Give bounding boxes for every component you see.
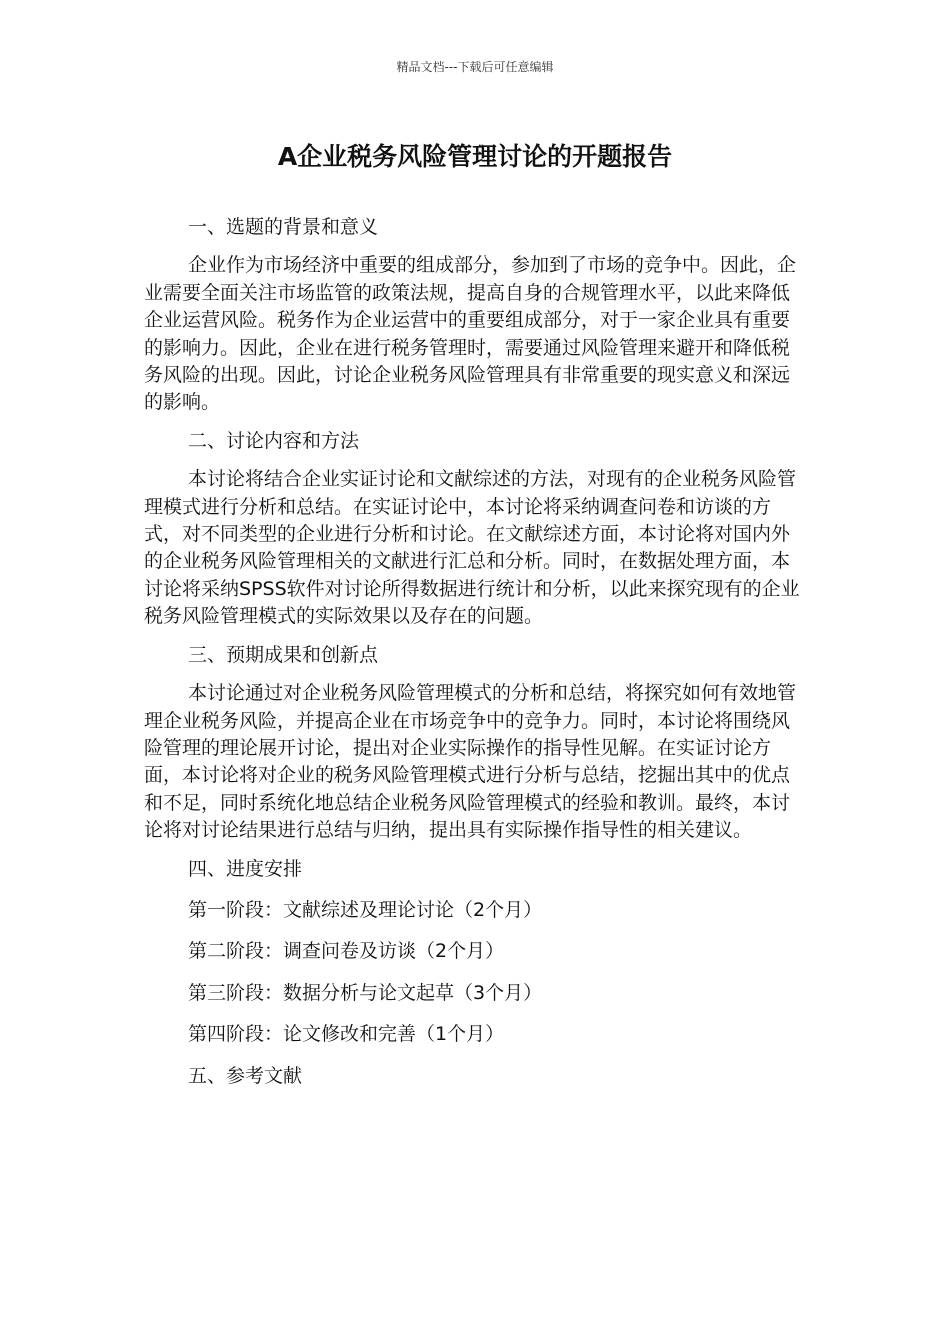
document-title: A企业税务风险管理讨论的开题报告 — [277, 142, 673, 171]
section-paragraph-background: 企业作为市场经济中重要的组成部分，参加到了市场的竞争中。因此，企业需要全面关注市场监管的政策法规，提高自身的合规管理水平，以此来降低企业运营风险。税务作为企业运营中的重要组成部分，对于一家企业具有重要的影响力。因此，企业在进行税务管理时，需要通过风险管理来避开和降低税务风险的出现。因此，讨论企业税务风险管理具有非常重要的现实意义和深远的影响。 — [144, 254, 797, 414]
document-body — [144, 214, 808, 1104]
schedule-item-3: 第三阶段：数据分析与论文起草（3个月） — [188, 981, 543, 1004]
section-heading-references: 五、参考文献 — [188, 1064, 303, 1087]
schedule-item-1: 第一阶段：文献综述及理论讨论（2个月） — [188, 898, 543, 921]
section-heading-outcomes: 三、预期成果和创新点 — [188, 643, 379, 666]
section-heading-background: 一、选题的背景和意义 — [188, 216, 379, 238]
schedule-item-4: 第四阶段：论文修改和完善（1个月） — [188, 1023, 505, 1046]
section-heading-methods: 二、讨论内容和方法 — [188, 429, 360, 452]
section-paragraph-methods: 本讨论将结合企业实证讨论和文献综述的方法，对现有的企业税务风险管理模式进行分析和总结。在实证讨论中，本讨论将采纳调查问卷和访谈的方式，对不同类型的企业进行分析和讨论。在文献综述方面，本讨论将对国内外的企业税务风险管理相关的文献进行汇总和分析。同时，在数据处理方面，本讨论将采纳SPSS软件对讨论所得数据进行统计和分析，以此来探究现有的企业税务风险管理模式的实际效果以及存在的问题。 — [144, 468, 800, 628]
section-heading-schedule: 四、进度安排 — [188, 857, 303, 880]
schedule-item-2: 第二阶段：调查问卷及访谈（2个月） — [188, 940, 505, 963]
page-header-watermark: 精品文档---下载后可任意编辑 — [396, 60, 554, 74]
section-paragraph-outcomes: 本讨论通过对企业税务风险管理模式的分析和总结，将探究如何有效地管理企业税务风险，并提高企业在市场竞争中的竞争力。同时，本讨论将围绕风险管理的理论展开讨论，提出对企业实际操作的指导性见解。在实证讨论方面，本讨论将对企业的税务风险管理模式进行分析与总结，挖掘出其中的优点和不足，同时系统化地总结企业税务风险管理模式的经验和教训。最终，本讨论将对讨论结果进行总结与归纳，提出具有实际操作指导性的相关建议。 — [144, 682, 797, 842]
